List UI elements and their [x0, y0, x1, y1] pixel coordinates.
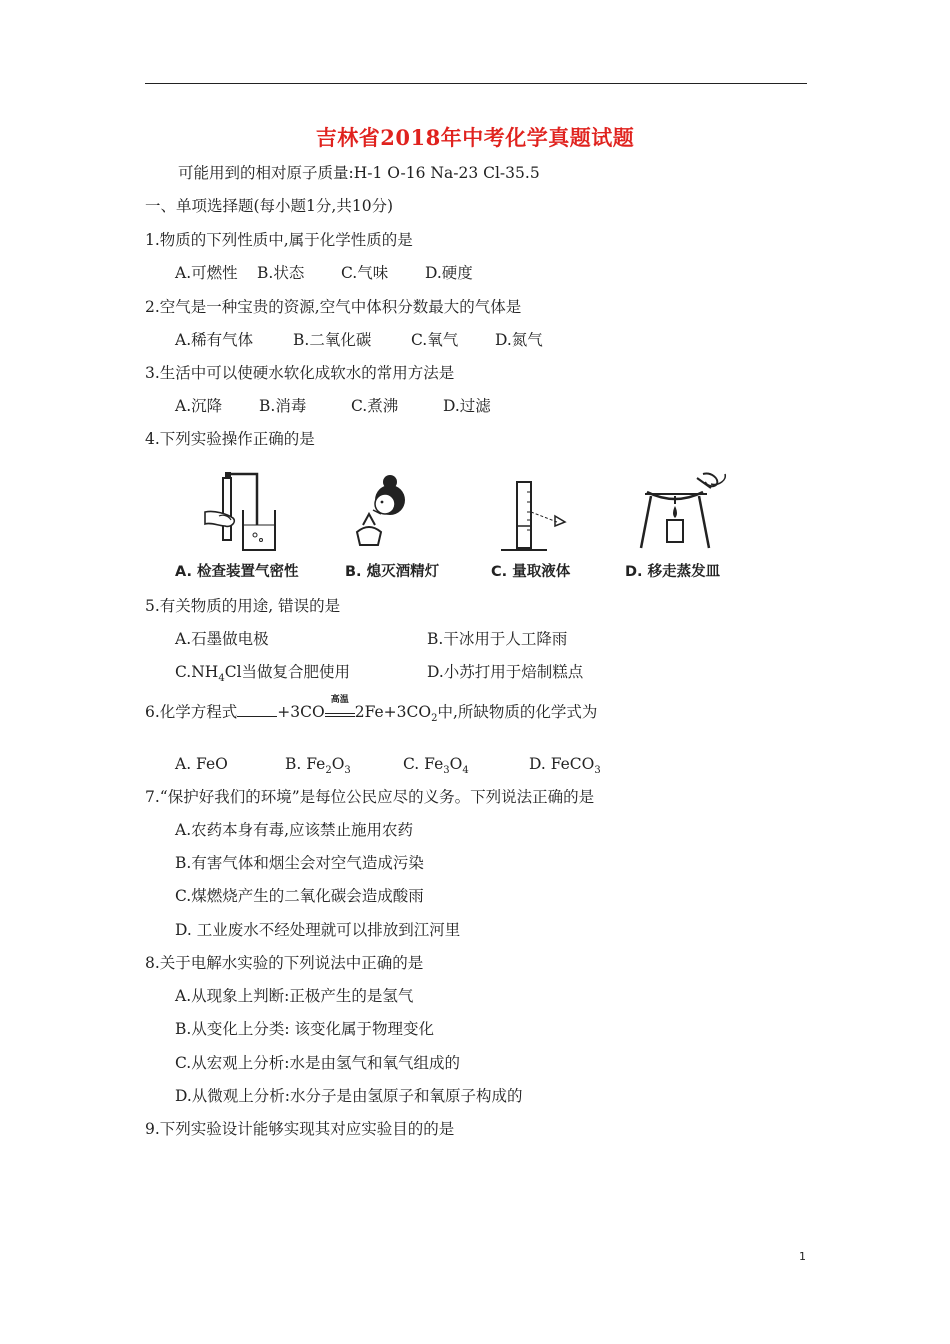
figure-a-caption: A. 检查装置气密性 [175, 564, 299, 580]
d-s1: 3 [594, 765, 601, 777]
question-5-option-a: A.石墨做电极 [175, 630, 269, 648]
figure-c [491, 470, 641, 585]
figure-b [345, 470, 495, 585]
airtightness-apparatus-icon [175, 470, 285, 555]
c-s2: 4 [462, 765, 469, 777]
question-5-option-d: D.小苏打用于焙制糕点 [427, 663, 584, 681]
page-title: 吉林省2018年中考化学真题试题 [315, 125, 635, 150]
equals-bars [325, 713, 355, 717]
option-c-post: Cl当做复合肥使用 [224, 663, 351, 681]
q6-pre: 6.化学方程式 [145, 703, 238, 721]
question-9-stem: 9.下列实验设计能够实现其对应实验目的的是 [145, 1120, 455, 1138]
question-7-option-b: B.有害气体和烟尘会对空气造成污染 [175, 854, 424, 872]
figure-c-caption: C. 量取液体 [491, 564, 571, 580]
question-8-option-d: D.从微观上分析:水分子是由氢原子和氧原子构成的 [175, 1087, 523, 1105]
question-7-option-c: C.煤燃烧产生的二氧化碳会造成酸雨 [175, 887, 424, 905]
option-c [403, 754, 529, 781]
c-mid: O [449, 755, 463, 773]
d-pre: D. FeCO [529, 755, 595, 773]
reaction-condition [325, 695, 355, 717]
question-7-stem: 7.“保护好我们的环境”是每位公民应尽的义务。下列说法正确的是 [145, 788, 595, 806]
question-5-option-c [175, 662, 350, 689]
question-6-equation [145, 695, 598, 725]
question-5-option-b: B.干冰用于人工降雨 [427, 630, 568, 648]
b-s1: 2 [325, 765, 332, 777]
q6-mid1: +3CO [277, 703, 325, 721]
option-a: A.稀有气体 [175, 331, 254, 349]
header-rule [145, 83, 807, 84]
option-d: D.硬度 [425, 264, 473, 282]
answer-blank [237, 701, 277, 717]
question-4-stem: 4.下列实验操作正确的是 [145, 430, 315, 448]
figure-d [625, 470, 775, 585]
option-c: C.气味 [341, 264, 389, 282]
question-3-stem: 3.生活中可以使硬水软化成软水的常用方法是 [145, 364, 455, 382]
option-b [285, 754, 403, 781]
figure-b-caption: B. 熄灭酒精灯 [345, 564, 440, 580]
question-7-option-d: D. 工业废水不经处理就可以排放到江河里 [175, 921, 461, 939]
condition-label: 高温 [330, 695, 349, 705]
option-a: A. FeO [175, 755, 228, 773]
figure-d-caption: D. 移走蒸发皿 [625, 564, 721, 580]
question-6-options [175, 754, 601, 781]
question-4-figures [165, 470, 765, 585]
section-heading: 一、单项选择题(每小题1分,共10分) [145, 197, 394, 215]
atomic-masses: 可能用到的相对原子质量:H-1 O-16 Na-23 Cl-35.5 [178, 164, 540, 182]
blow-out-lamp-icon [345, 470, 425, 555]
evaporating-dish-icon [625, 470, 735, 555]
question-3-options [175, 396, 491, 416]
question-8-stem: 8.关于电解水实验的下列说法中正确的是 [145, 954, 424, 972]
question-5-stem: 5.有关物质的用途, 错误的是 [145, 597, 341, 615]
option-a: A.可燃性 [175, 264, 238, 282]
q6-post: 中,所缺物质的化学式为 [437, 703, 598, 721]
option-b: B.消毒 [259, 397, 307, 415]
option-c: C.氧气 [411, 331, 459, 349]
q6-sub2: 2 [431, 713, 438, 725]
c-s1: 3 [443, 765, 450, 777]
option-b: B.二氧化碳 [293, 331, 372, 349]
page-number: 1 [799, 1250, 806, 1263]
option-d: D.氮气 [495, 331, 543, 349]
question-7-option-a: A.农药本身有毒,应该禁止施用农药 [175, 821, 414, 839]
b-s2: 3 [344, 765, 351, 777]
option-c: C.煮沸 [351, 397, 399, 415]
question-1-stem: 1.物质的下列性质中,属于化学性质的是 [145, 231, 413, 249]
b-pre: B. Fe [285, 755, 326, 773]
question-1-options [175, 263, 473, 283]
figure-a [175, 470, 325, 585]
question-8-option-b: B.从变化上分类: 该变化属于物理变化 [175, 1020, 434, 1038]
option-d [529, 754, 601, 781]
question-2-options [175, 330, 543, 350]
question-2-stem: 2.空气是一种宝贵的资源,空气中体积分数最大的气体是 [145, 298, 522, 316]
option-b: B.状态 [257, 264, 305, 282]
b-mid: O [331, 755, 345, 773]
option-a: A.沉降 [175, 397, 223, 415]
graduated-cylinder-icon [491, 470, 571, 555]
question-8-option-c: C.从宏观上分析:水是由氢气和氧气组成的 [175, 1054, 460, 1072]
option-c-pre: C.NH [175, 663, 219, 681]
option-d: D.过滤 [443, 397, 491, 415]
option-c-sub: 4 [218, 673, 225, 685]
question-8-option-a: A.从现象上判断:正极产生的是氢气 [175, 987, 414, 1005]
c-pre: C. Fe [403, 755, 444, 773]
q6-mid2: 2Fe+3CO [354, 703, 432, 721]
